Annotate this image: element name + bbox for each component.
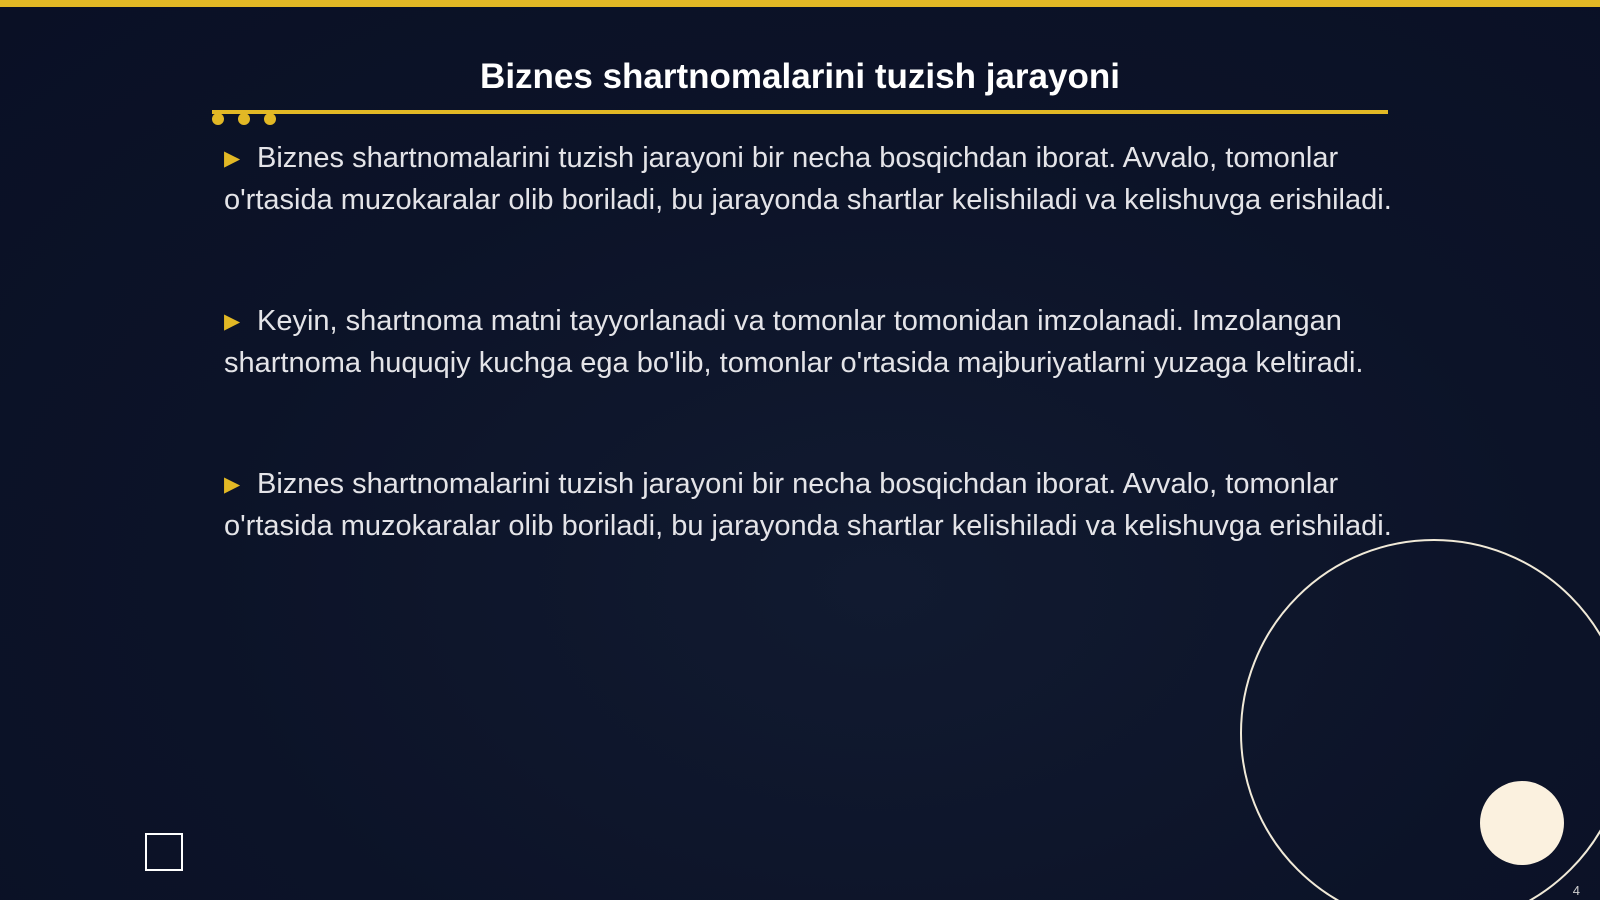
bullet-text: Keyin, shartnoma matni tayyorlanadi va tomonlar tomonidan imzolanadi. Imzolangan shartnoma huquqiy kuchga ega bo'lib, tomonlar o'rtasida majburiyatlarni yuzaga keltiradi. bbox=[224, 305, 1364, 379]
top-accent-bar bbox=[0, 0, 1600, 7]
bullet-list bbox=[224, 138, 1394, 627]
bullet-text: Biznes shartnomalarini tuzish jarayoni bir necha bosqichdan iborat. Avvalo, tomonlar o'rtasida muzokaralar olib boriladi, bu jarayonda shartlar kelishiladi va kelishuvga erishiladi. bbox=[224, 468, 1392, 542]
decorative-dot bbox=[264, 113, 276, 125]
bullet-item bbox=[224, 464, 1394, 546]
slide-title: Biznes shartnomalarini tuzish jarayoni bbox=[480, 57, 1120, 96]
decorative-filled-circle bbox=[1480, 781, 1564, 865]
page-number: 4 bbox=[1572, 883, 1580, 898]
bullet-text: Biznes shartnomalarini tuzish jarayoni bir necha bosqichdan iborat. Avvalo, tomonlar o'rtasida muzokaralar olib boriladi, bu jarayonda shartlar kelishiladi va kelishuvga erishiladi. bbox=[224, 142, 1392, 216]
bullet-item bbox=[224, 138, 1394, 220]
triangle-bullet-icon: ▶ bbox=[224, 147, 241, 170]
decorative-square bbox=[145, 833, 183, 871]
decorative-dot bbox=[238, 113, 250, 125]
triangle-bullet-icon: ▶ bbox=[224, 473, 241, 496]
bullet-item bbox=[224, 301, 1394, 383]
decorative-dot bbox=[212, 113, 224, 125]
triangle-bullet-icon: ▶ bbox=[224, 310, 241, 333]
title-underline bbox=[212, 110, 1388, 114]
